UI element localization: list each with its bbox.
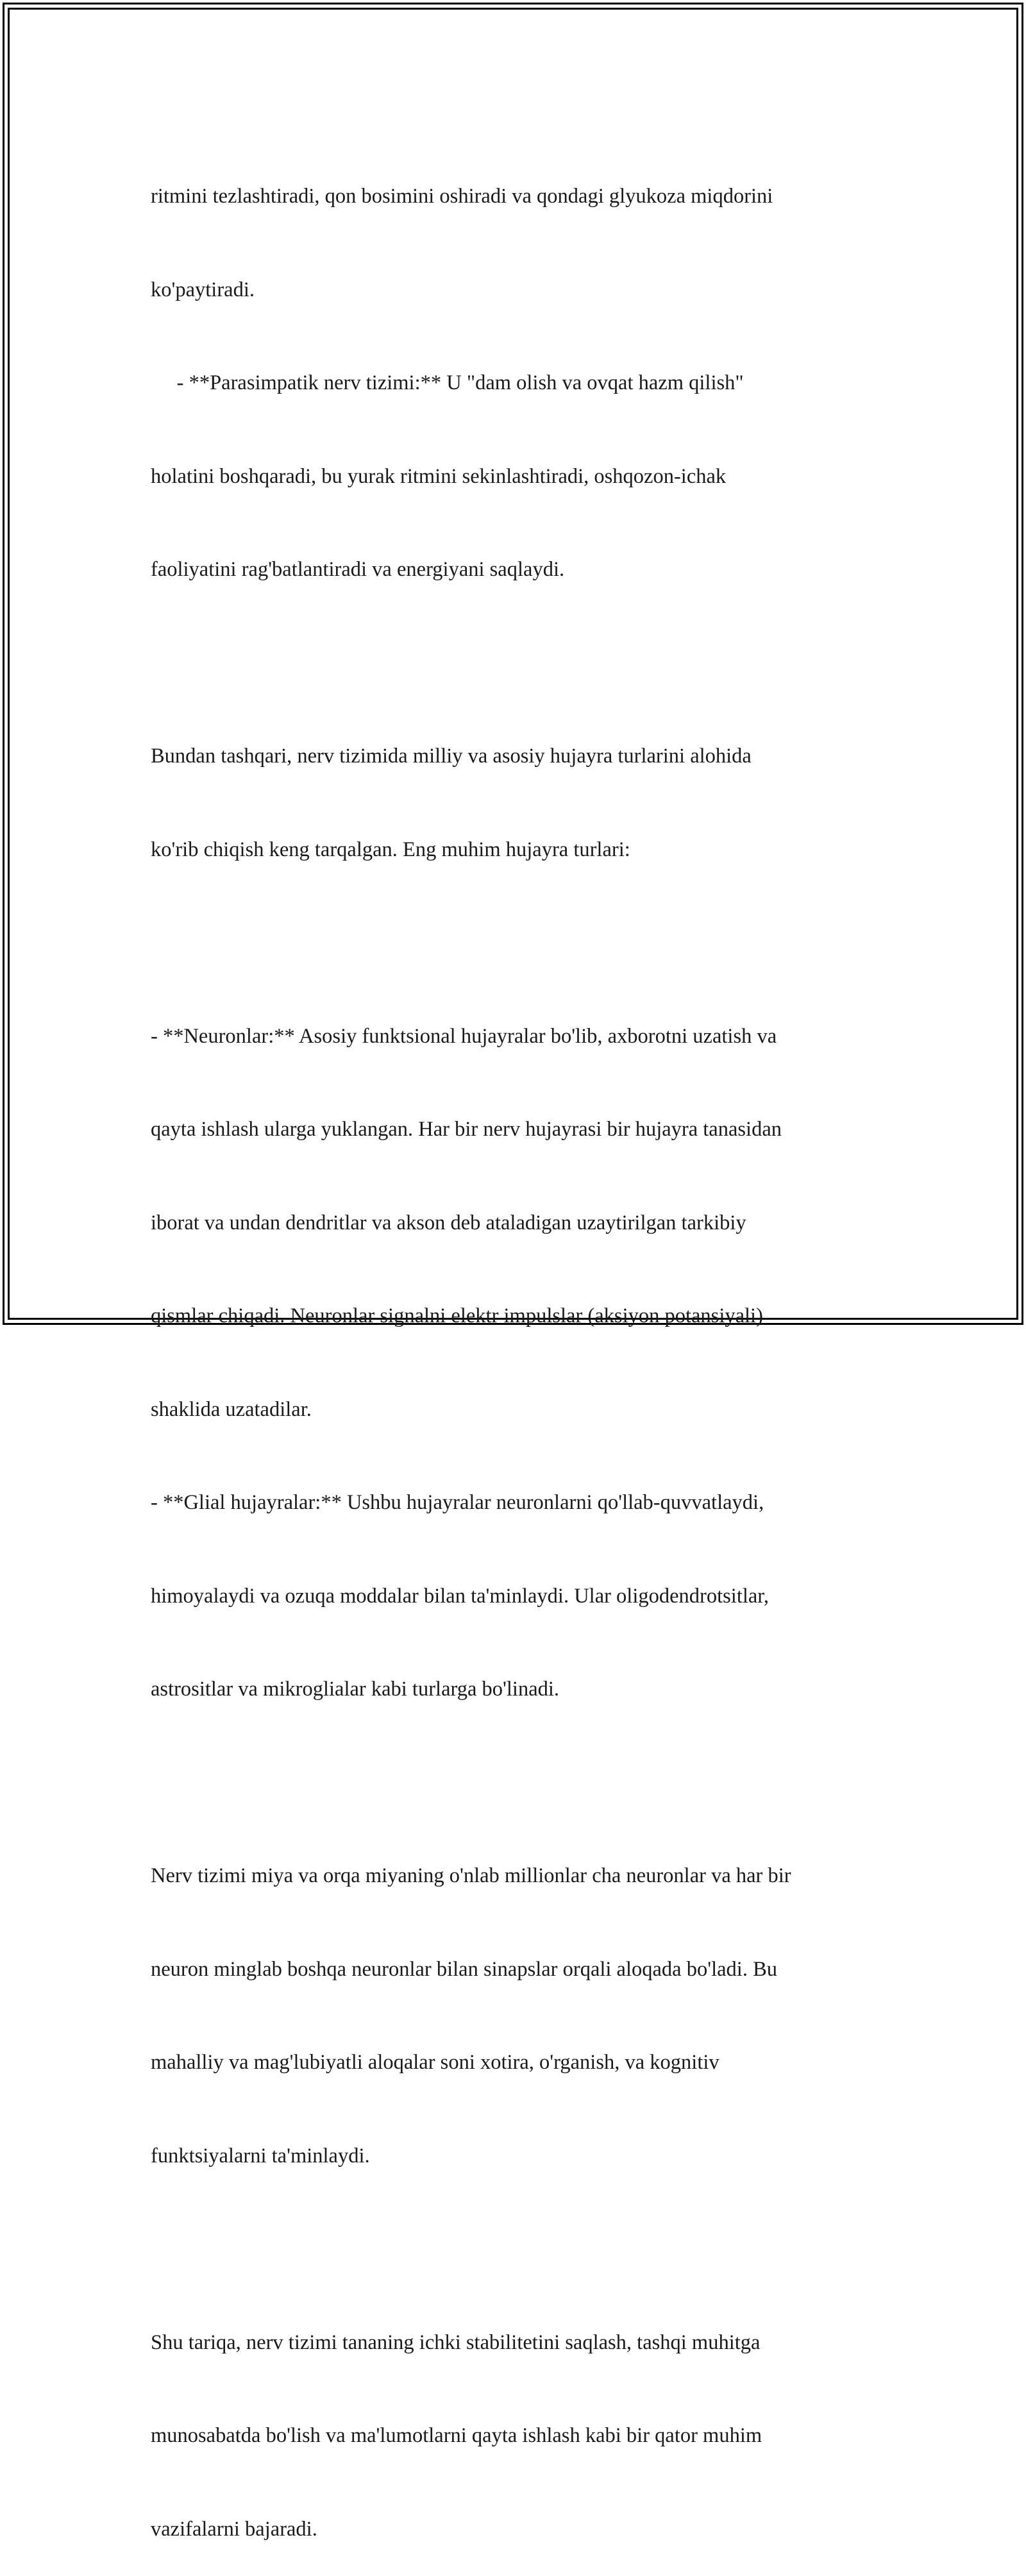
text-line: qismlar chiqadi. Neuronlar signalni elektr impulslar (aksiyon potansiyali) <box>151 1304 763 1327</box>
text-line: faoliyatini rag'batlantiradi va energiyani saqlaydi. <box>151 558 565 581</box>
text-line: ko'paytiradi. <box>151 278 255 301</box>
text-line: ritmini tezlashtiradi, qon bosimini oshiradi va qondagi glyukoza miqdorini <box>151 185 773 208</box>
text-line: holatini boshqaradi, bu yurak ritmini sekinlashtiradi, oshqozon-ichak <box>151 464 727 488</box>
text-line: vazifalarni bajaradi. <box>151 2517 317 2541</box>
blank-line <box>151 2234 895 2265</box>
text-line: ko'rib chiqish keng tarqalgan. Eng muhim hujayra turlari: <box>151 838 630 861</box>
blank-line <box>151 1767 895 1799</box>
text-line: iborat va undan dendritlar va akson deb ataladigan uzaytirilgan tarkibiy <box>151 1211 746 1234</box>
text-line: Nerv tizimi miya va orqa miyaning o'nlab millionlar cha neuronlar va har bir <box>151 1864 791 1887</box>
text-line: Shu tariqa, nerv tizimi tananing ichki stabilitetini saqlash, tashqi muhitga <box>151 2330 761 2354</box>
text-line: - **Parasimpatik nerv tizimi:** U "dam olish va ovqat hazm qilish" <box>151 371 744 394</box>
blank-line <box>151 927 895 959</box>
text-line: himoyalaydi va ozuqa moddalar bilan ta'minlaydi. Ular oligodendrotsitlar, <box>151 1584 769 1608</box>
text-line: - **Glial hujayralar:** Ushbu hujayralar neuronlarni qo'llab-quvvatlaydi, <box>151 1491 764 1514</box>
text-line: neuron minglab boshqa neuronlar bilan sinapslar orqali aloqada bo'ladi. Bu <box>151 1957 777 1981</box>
text-line: munosabatda bo'lish va ma'lumotlarni qayta ishlash kabi bir qator muhim <box>151 2424 762 2447</box>
text-line: shaklida uzatadilar. <box>151 1397 312 1421</box>
text-line: Bundan tashqari, nerv tizimida milliy va asosiy hujayra turlarini alohida <box>151 745 752 768</box>
text-line: - **Neuronlar:** Asosiy funktsional hujayralar bo'lib, axborotni uzatish va <box>151 1024 777 1048</box>
text-line: mahalliy va mag'lubiyatli aloqalar soni xotira, o'rganish, va kognitiv <box>151 2051 719 2074</box>
text-line: funktsiyalarni ta'minlaydi. <box>151 2144 370 2168</box>
document-body <box>151 119 895 2576</box>
text-line: qayta ishlash ularga yuklangan. Har bir nerv hujayrasi bir hujayra tanasidan <box>151 1118 782 1141</box>
text-line: astrositlar va mikroglialar kabi turlarga bo'linadi. <box>151 1678 560 1701</box>
blank-line <box>151 648 895 679</box>
